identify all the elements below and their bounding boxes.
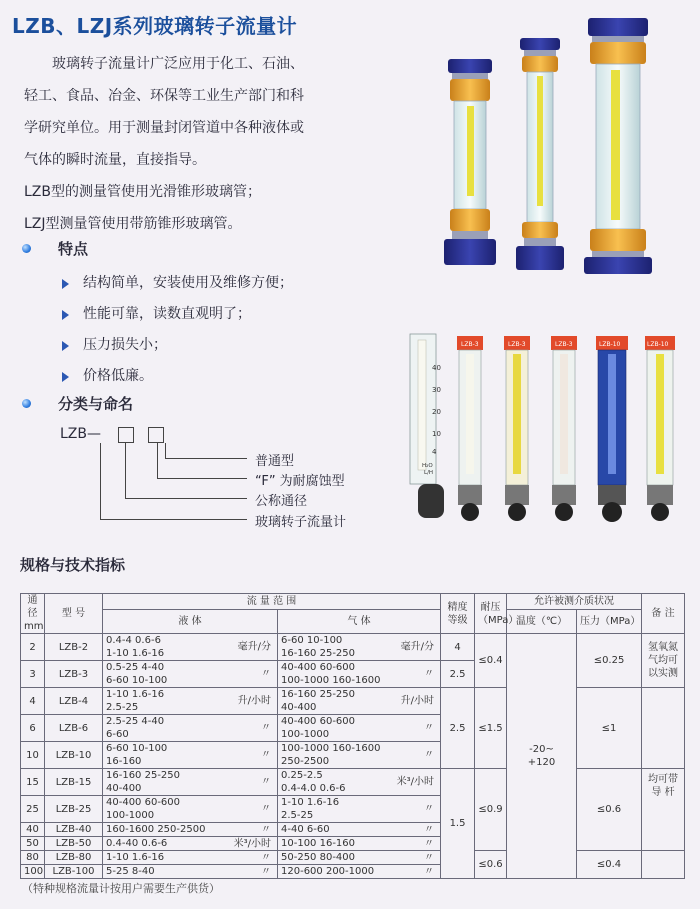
- cell-model: LZB-2: [45, 634, 103, 661]
- gas-range: 6-60 10-100 16-160 25-250: [281, 635, 356, 659]
- triangle-bullet-icon: [62, 341, 69, 351]
- liquid-range: 1-10 1.6-16: [106, 852, 165, 863]
- cell-temperature: -20~ +120: [507, 634, 577, 879]
- cell-pressure: ≤1: [577, 688, 642, 769]
- tube-label: LZB-10: [647, 341, 669, 348]
- cell-liquid: [103, 688, 278, 715]
- leader-line: [157, 443, 158, 479]
- naming-diagram: [0, 420, 420, 540]
- cell-dn: 6: [21, 715, 45, 742]
- gas-unit: 米³/小时: [396, 776, 435, 788]
- naming-label: “F” 为耐腐蚀型: [255, 474, 345, 489]
- header-model: 型 号: [45, 594, 103, 634]
- feature-text: 压力损失小；: [83, 337, 167, 353]
- gas-range: 40-400 60-600 100-1000 160-1600: [281, 662, 381, 686]
- cell-gas: [278, 823, 441, 837]
- cell-pressure: ≤0.4: [577, 851, 642, 879]
- cell-model: LZB-6: [45, 715, 103, 742]
- cell-dn: 25: [21, 796, 45, 823]
- feature-text: 价格低廉。: [83, 368, 153, 384]
- bullet-dot-icon: [22, 399, 31, 408]
- cell-model: LZB-50: [45, 837, 103, 851]
- cell-dn: 2: [21, 634, 45, 661]
- cell-dn: 50: [21, 837, 45, 851]
- liquid-unit: 〃: [261, 749, 271, 761]
- cell-model: LZB-4: [45, 688, 103, 715]
- liquid-unit: 升/小时: [237, 695, 271, 707]
- rotameter-scale-tube: [410, 334, 444, 518]
- bullet-dot-icon: [22, 244, 31, 253]
- leader-line: [100, 519, 247, 520]
- cell-liquid: [103, 865, 278, 879]
- liquid-unit: 米³/小时: [233, 838, 271, 849]
- liquid-range: 40-400 60-600 100-1000: [106, 797, 181, 821]
- gas-unit: 〃: [424, 749, 435, 761]
- header-remarks: 备 注: [642, 594, 685, 634]
- naming-label: 公称通径: [255, 494, 308, 509]
- liquid-range: 6-60 10-100 16-160: [106, 743, 168, 767]
- gas-unit: 〃: [424, 866, 435, 877]
- liquid-unit: 〃: [261, 852, 271, 863]
- cell-gas: [278, 634, 441, 661]
- cell-dn: 40: [21, 823, 45, 837]
- cell-remark: [642, 851, 685, 879]
- cell-model: LZB-3: [45, 661, 103, 688]
- cell-dn: 3: [21, 661, 45, 688]
- feature-item: [62, 268, 293, 299]
- rotameter-4: [551, 336, 577, 521]
- flowmeter-right: [584, 18, 652, 274]
- liquid-range: 0.4-4 0.6-6 1-10 1.6-16: [106, 635, 165, 659]
- cell-gas: [278, 688, 441, 715]
- gas-unit: 〃: [424, 852, 435, 863]
- features-heading: 特点: [58, 240, 89, 258]
- feature-text: 结构简单，安装使用及维修方便；: [83, 275, 293, 291]
- tube-label: LZB-3: [461, 341, 479, 348]
- intro-text: [24, 48, 429, 240]
- features-list: [62, 268, 293, 392]
- liquid-range: 1-10 1.6-16 2.5-25: [106, 689, 165, 713]
- flowmeter-photo-small: [400, 330, 690, 525]
- rotameter-6: [645, 336, 675, 521]
- tube-label: LZB-3: [508, 341, 526, 348]
- cell-pressure-rating: ≤0.6: [475, 851, 507, 879]
- feature-item: [62, 361, 293, 392]
- gas-range: 120-600 200-1000: [281, 866, 375, 877]
- feature-text: 性能可靠，读数直观明了；: [83, 306, 251, 322]
- feature-item: [62, 299, 293, 330]
- cell-dn: 15: [21, 769, 45, 796]
- leader-line: [125, 498, 247, 499]
- code-box-2: [148, 427, 164, 443]
- cell-dn: 80: [21, 851, 45, 865]
- scale-label: H₂O: [422, 463, 433, 469]
- table-row: [21, 688, 685, 715]
- intro-line: LZB型的测量管使用光滑锥形玻璃管；: [24, 184, 261, 200]
- liquid-range: 2.5-25 4-40 6-60: [106, 716, 165, 740]
- header-liquid: 液 体: [103, 609, 278, 633]
- cell-gas: [278, 715, 441, 742]
- rotameter-3: [504, 336, 530, 521]
- cell-accuracy: 2.5: [441, 661, 475, 688]
- cell-model: LZB-40: [45, 823, 103, 837]
- liquid-unit: 〃: [261, 668, 271, 680]
- cell-gas: [278, 769, 441, 796]
- liquid-unit: 〃: [261, 722, 271, 734]
- header-temperature: 温度（℃）: [507, 609, 577, 633]
- cell-pressure-rating: ≤1.5: [475, 688, 507, 769]
- intro-line: 学研究单位。用于测量封闭管道中各种液体或: [24, 120, 304, 136]
- liquid-unit: 〃: [261, 866, 271, 877]
- cell-pressure: ≤0.25: [577, 634, 642, 688]
- triangle-bullet-icon: [62, 372, 69, 382]
- liquid-unit: 〃: [261, 803, 271, 815]
- cell-liquid: [103, 837, 278, 851]
- cell-liquid: [103, 742, 278, 769]
- gas-range: 0.25-2.5 0.4-4.0 0.6-6: [281, 770, 346, 794]
- rotameter-2: [457, 336, 483, 521]
- liquid-range: 16-160 25-250 40-400: [106, 770, 181, 794]
- tube-label: LZB-10: [599, 341, 621, 348]
- cell-model: LZB-15: [45, 769, 103, 796]
- naming-label: 玻璃转子流量计: [255, 515, 347, 530]
- intro-line: LZJ型测量管使用带筋锥形玻璃管。: [24, 216, 242, 232]
- header-gas: 气 体: [278, 609, 441, 633]
- liquid-range: 0.5-25 4-40 6-60 10-100: [106, 662, 168, 686]
- liquid-range: 5-25 8-40: [106, 866, 155, 877]
- tube-label: LZB-3: [555, 341, 573, 348]
- gas-range: 10-100 16-160: [281, 838, 356, 849]
- rotameter-5: [596, 336, 628, 522]
- liquid-unit: 毫升/分: [237, 641, 271, 653]
- gas-unit: 〃: [424, 722, 435, 734]
- spec-heading: 规格与技术指标: [20, 556, 126, 574]
- header-dn: 通径 mm: [21, 594, 45, 634]
- cell-liquid: [103, 823, 278, 837]
- cell-remark: [642, 688, 685, 769]
- feature-item: [62, 330, 293, 361]
- cell-accuracy: 4: [441, 634, 475, 661]
- leader-line: [100, 443, 101, 520]
- liquid-unit: 〃: [261, 824, 271, 835]
- scale-label: 10: [432, 430, 441, 438]
- gas-range: 1-10 1.6-16 2.5-25: [281, 797, 340, 821]
- liquid-range: 160-1600 250-2500: [106, 824, 206, 835]
- cell-liquid: [103, 851, 278, 865]
- flowmeter-middle: [516, 38, 564, 270]
- cell-pressure-rating: ≤0.9: [475, 769, 507, 851]
- gas-unit: 毫升/分: [400, 641, 435, 653]
- gas-unit: 〃: [424, 824, 435, 835]
- leader-line: [165, 458, 247, 459]
- gas-unit: 升/小时: [400, 695, 435, 707]
- cell-pressure-rating: ≤0.4: [475, 634, 507, 688]
- header-pressure-rating: 耐压（MPa）: [475, 594, 507, 634]
- intro-line: 轻工、食品、冶金、环保等工业生产部门和科: [24, 88, 304, 104]
- footnote: （特种规格流量计按用户需要生产供货）: [22, 882, 220, 895]
- code-box-1: [118, 427, 134, 443]
- cell-dn: 100: [21, 865, 45, 879]
- page-title: LZB、LZJ系列玻璃转子流量计: [12, 14, 298, 38]
- gas-range: 16-160 25-250 40-400: [281, 689, 356, 713]
- cell-accuracy: 2.5: [441, 688, 475, 769]
- cell-remark: 氢氧氮 气均可 以实测: [642, 634, 685, 688]
- liquid-unit: 〃: [261, 776, 271, 788]
- cell-gas: [278, 742, 441, 769]
- cell-dn: 4: [21, 688, 45, 715]
- spec-table: [20, 593, 685, 879]
- header-pressure: 压力（MPa）: [577, 609, 642, 633]
- cell-liquid: [103, 769, 278, 796]
- flowmeter-photo-large: [440, 14, 680, 274]
- cell-model: LZB-25: [45, 796, 103, 823]
- cell-liquid: [103, 796, 278, 823]
- header-flow-range: 流 量 范 围: [103, 594, 441, 610]
- cell-accuracy: 1.5: [441, 769, 475, 879]
- intro-line: 玻璃转子流量计广泛应用于化工、石油、: [52, 56, 304, 72]
- header-accuracy: 精度等级: [441, 594, 475, 634]
- header-allowed-medium: 允许被测介质状况: [507, 594, 642, 610]
- gas-range: 4-40 6-60: [281, 824, 330, 835]
- gas-range: 100-1000 160-1600 250-2500: [281, 743, 381, 767]
- leader-line: [165, 443, 166, 459]
- gas-unit: 〃: [424, 803, 435, 815]
- leader-line: [125, 443, 126, 499]
- cell-gas: [278, 865, 441, 879]
- cell-remark: 均可带 导 杆: [642, 769, 685, 851]
- table-row: [21, 634, 685, 661]
- cell-gas: [278, 661, 441, 688]
- table-row: [21, 851, 685, 865]
- intro-line: 气体的瞬时流量，直接指导。: [24, 152, 206, 168]
- table-row: [21, 769, 685, 796]
- cell-gas: [278, 851, 441, 865]
- triangle-bullet-icon: [62, 279, 69, 289]
- scale-label: 20: [432, 408, 441, 416]
- cell-liquid: [103, 661, 278, 688]
- cell-liquid: [103, 715, 278, 742]
- cell-model: LZB-80: [45, 851, 103, 865]
- gas-unit: 〃: [424, 668, 435, 680]
- scale-label: L/H: [424, 470, 434, 476]
- scale-label: 4: [432, 448, 437, 456]
- triangle-bullet-icon: [62, 310, 69, 320]
- liquid-range: 0.4-40 0.6-6: [106, 838, 168, 849]
- cell-dn: 10: [21, 742, 45, 769]
- naming-heading: 分类与命名: [58, 395, 134, 413]
- scale-label: 30: [432, 386, 441, 394]
- cell-pressure: ≤0.6: [577, 769, 642, 851]
- cell-gas: [278, 837, 441, 851]
- leader-line: [157, 478, 247, 479]
- cell-model: LZB-100: [45, 865, 103, 879]
- cell-liquid: [103, 634, 278, 661]
- naming-prefix: LZB—: [60, 426, 101, 442]
- naming-label: 普通型: [255, 454, 295, 469]
- gas-range: 50-250 80-400: [281, 852, 356, 863]
- cell-model: LZB-10: [45, 742, 103, 769]
- gas-unit: 〃: [424, 838, 435, 849]
- scale-label: 40: [432, 364, 441, 372]
- cell-gas: [278, 796, 441, 823]
- flowmeter-left: [444, 59, 496, 265]
- gas-range: 40-400 60-600 100-1000: [281, 716, 356, 740]
